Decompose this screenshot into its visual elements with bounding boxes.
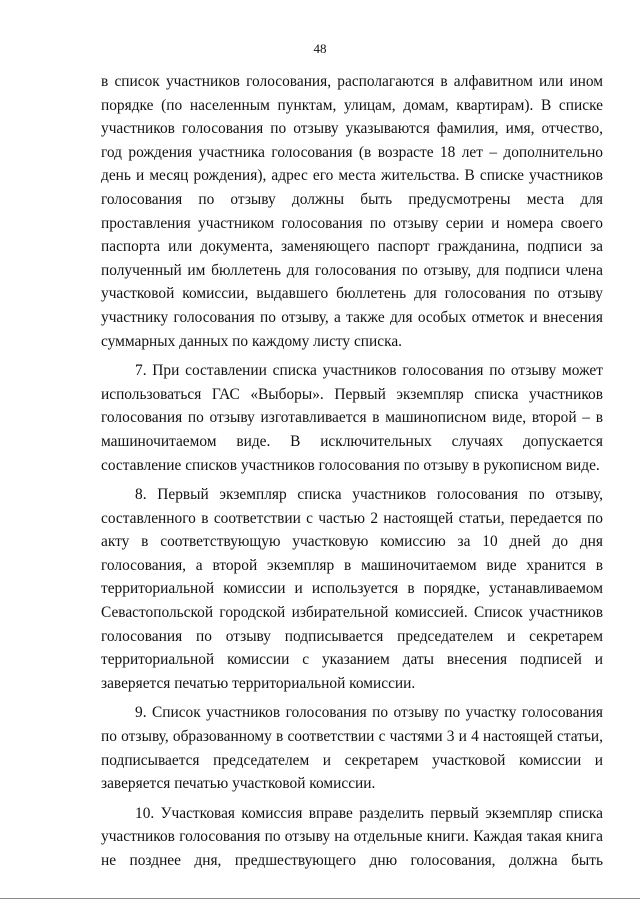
paragraph-continuation: в список участников голосования, располагаются в алфавитном или ином порядке (по населенным пунктам, улицам, домам, квартирам). В списке участников голосования по отзыву указываются фамилия, имя, отчество, год рождения участника голосования (в возрасте 18 лет – дополнительно день и месяц рождения), адрес его места жительства. В списке участников голосования по отзыву должны быть предусмотрены места для проставления участником голосования по отзыву серии и номера своего паспорта или документа, заменяющего паспорт гражданина, подписи за полученный им бюллетень для голосования по отзыву, для подписи члена участковой комиссии, выдавшего бюллетень для голосования по отзыву участнику голосования по отзыву, а также для особых отметок и внесения суммарных данных по каждому листу списка. xyxy=(101,73,603,350)
paragraph-7: 7. При составлении списка участников голосования по отзыву может использоваться ГАС «Выборы». Первый экземпляр списка участников голосования по отзыву изготавливается в машинописном виде, второй – в машиночитаемом виде. В исключительных случаях допускается составление списков участников голосования по отзыву в рукописном виде. xyxy=(101,362,603,474)
paragraph-10: 10. Участковая комиссия вправе разделить первый экземпляр списка участников голосования по отзыву на отдельные книги. Каждая такая книга не позднее дня, предшествующего дню голосования, должна быть xyxy=(101,804,603,869)
paragraph-9: 9. Список участников голосования по отзыву по участку голосования по отзыву, образованному в соответствии с частями 3 и 4 настоящей статьи, подписывается председателем и секретарем участковой комиссии и заверяется печатью участковой комиссии. xyxy=(101,704,603,793)
paragraph-8: 8. Первый экземпляр списка участников голосования по отзыву, составленного в соответствии с частью 2 настоящей статьи, передается по акту в соответствующую участковую комиссию за 10 дней до дня голосования, а второй экземпляр в машиночитаемом виде хранится в территориальной комиссии и используется в порядке, устанавливаемом Севастопольской городской избирательной комиссией. Список участников голосования по отзыву подписывается председателем и секретарем территориальной комиссии с указанием даты внесения подписей и заверяется печатью территориальной комиссии. xyxy=(101,486,603,692)
document-body xyxy=(101,70,603,873)
page-number: 48 xyxy=(313,41,327,56)
page-bottom-edge xyxy=(0,898,640,899)
